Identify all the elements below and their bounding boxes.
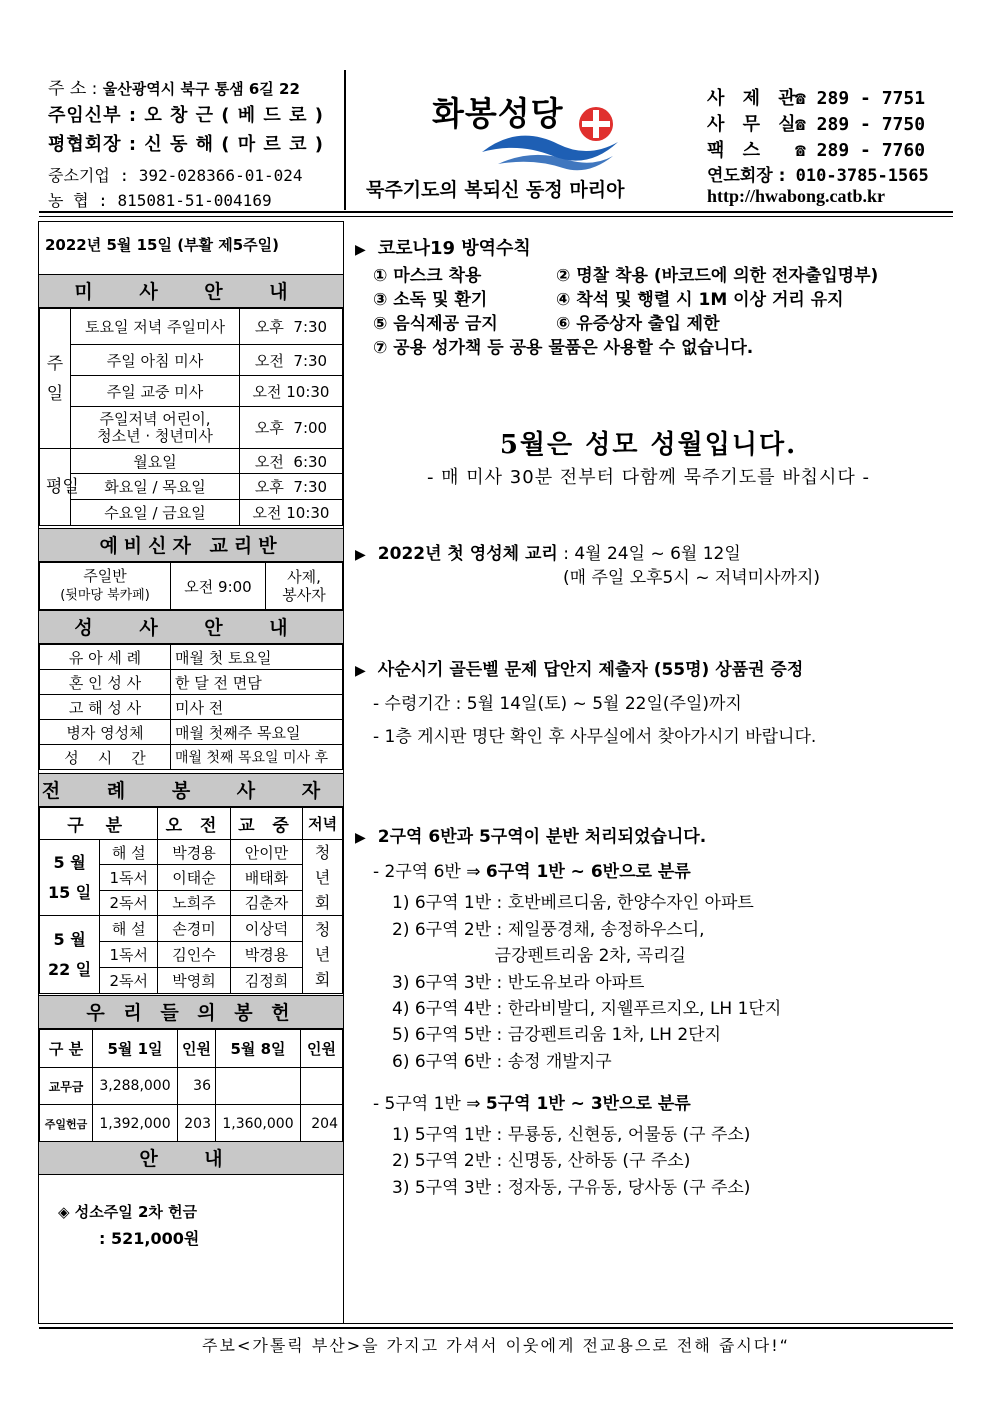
offering-count (300, 1068, 342, 1105)
covid-rule-row (373, 285, 844, 310)
liturgy-main: 김정희 (230, 968, 302, 994)
covid-rule: ③ 소독 및 환기 (373, 290, 488, 310)
liturgy-morning: 노희주 (158, 890, 230, 915)
may-subtitle: - 매 미사 30분 전부터 다함께 묵주기도를 바칩시다 - (426, 467, 871, 488)
catechumen-place: (뒷마당 북카페) (60, 588, 150, 603)
triangle-bullet-icon: ▶ (355, 547, 366, 563)
liturgy-date: 5 월 22 일 (40, 916, 100, 994)
split-b-item: 2) 5구역 2반 : 신명동, 산하동 (구 주소) (392, 1151, 691, 1171)
offering-table (39, 1029, 343, 1143)
covid-rule-7: ⑦ 공용 성가책 등 공용 물품은 사용할 수 없습니다. (373, 338, 754, 358)
footer-text: 주보<가톨릭 부산>을 가지고 가셔서 이웃에게 전교용으로 전해 줍시다!“ (202, 1336, 790, 1355)
triangle-bullet-icon: ▶ (355, 663, 366, 679)
address (48, 74, 300, 99)
sacrament-name: 고 해 성 사 (40, 695, 171, 720)
fax-number: ☎ 289 - 7760 (795, 140, 926, 161)
lent-title (355, 655, 803, 680)
sacrament-name: 유 아 세 례 (40, 645, 171, 670)
offering-amount (215, 1068, 300, 1105)
split-a-heading (373, 857, 691, 882)
lent-title-text: 사순시기 골든벨 문제 답안지 제출자 (55명) 상품권 증정 (377, 660, 804, 680)
offering-amount: 1,360,000 (215, 1105, 300, 1143)
mass-name: 토요일 저녁 주일미사 (71, 309, 240, 345)
bank1-label: 중소기업 : (48, 166, 130, 185)
catechumen-time: 오전 9:00 (171, 563, 266, 610)
offering-type: 주일헌금 (40, 1105, 93, 1143)
mass-guide-header: 미 사 안 내 (39, 274, 343, 308)
sacrament-when: 미사 전 (171, 695, 343, 720)
liturgy-header: 전 례 봉 사 자 (39, 773, 343, 807)
liturgy-morning: 박경용 (158, 840, 230, 865)
sacrament-name: 성 시 간 (40, 745, 171, 770)
split-a-item: 4) 6구역 4반 : 한라비발디, 지웰푸르지오, LH 1단지 (392, 999, 782, 1019)
mass-name: 수요일 / 금요일 (71, 500, 240, 526)
sacrament-when: 매월 첫째 목요일 미사 후 (171, 745, 343, 770)
liturgy-morning: 손경미 (158, 916, 230, 942)
covid-rule-row (373, 309, 720, 334)
mass-time: 오후 7:00 (240, 407, 343, 449)
covid-rule-row (373, 261, 878, 286)
sunday-label-text: 주일 (46, 353, 64, 404)
split-b-heading (373, 1089, 691, 1114)
sacrament-name: 혼 인 성 사 (40, 670, 171, 695)
mass-time: 오후 7:30 (240, 309, 343, 345)
mass-time: 오후 7:30 (240, 474, 343, 500)
mass-time: 오전 10:30 (240, 500, 343, 526)
split-a-item: 5) 6구역 5반 : 금강펜트리움 1차, LH 2단지 (392, 1025, 721, 1045)
covid-rule: ⑥ 유증상자 출입 제한 (556, 314, 720, 334)
office-number: ☎ 289 - 7750 (795, 114, 926, 135)
split-b-pre: - 5구역 1반 ⇒ (373, 1094, 486, 1114)
split-title-text: 2구역 6반과 5구역이 분반 처리되었습니다. (377, 827, 707, 847)
catechumen-class (40, 563, 171, 610)
council-president (48, 130, 324, 156)
offering-col-header: 인원 (300, 1030, 342, 1068)
liturgy-evening: 청 년 회 (303, 916, 343, 994)
catechumen-teacher: 사제, 봉사자 (266, 563, 343, 610)
notice-amount: : 521,000원 (99, 1229, 200, 1248)
bank2-label: 농 협 : (48, 191, 108, 210)
mass-schedule-table (39, 308, 343, 526)
split-a-item: 1) 6구역 1반 : 호반베르디움, 한양수자인 아파트 (392, 893, 754, 913)
offering-col-header: 5월 8일 (215, 1030, 300, 1068)
liturgy-main: 이상덕 (230, 916, 302, 942)
liturgy-table (39, 807, 343, 994)
liturgy-col-header: 교 중 (230, 808, 302, 840)
may-title: 5월은 성모 성월입니다. (499, 430, 798, 460)
liturgy-date: 5 월 15 일 (40, 840, 100, 916)
liturgy-morning: 박영희 (158, 968, 230, 994)
communion-title: 2022년 첫 영성체 교리 (377, 544, 558, 564)
liturgy-evening: 청 년 회 (303, 840, 343, 916)
split-a-item: 2) 6구역 2반 : 제일풍경채, 송정하우스디, (392, 920, 705, 940)
left-frame-top (38, 221, 344, 222)
catechumen-class-name: 주일반 (83, 567, 127, 585)
communion-line (355, 539, 741, 564)
offering-amount: 3,288,000 (93, 1068, 178, 1105)
sacrament-table (39, 644, 343, 770)
catechumen-table (39, 562, 343, 610)
liturgy-main: 김춘자 (230, 890, 302, 915)
liturgy-main: 배태화 (230, 865, 302, 890)
sacrament-when: 매월 첫째주 목요일 (171, 720, 343, 745)
column-divider (343, 221, 344, 1324)
mass-time: 오전 7:30 (240, 345, 343, 376)
liturgy-role: 2독서 (100, 968, 158, 994)
bulletin-date: 2022년 5월 15일 (부활 제5주일) (45, 236, 280, 254)
office-phone (707, 110, 925, 136)
split-a-pre: - 2구역 6반 ⇒ (373, 862, 486, 882)
sacrament-when: 매월 첫 토요일 (171, 645, 343, 670)
fax-phone (707, 136, 925, 162)
liturgy-role: 2독서 (100, 890, 158, 915)
bank2-value: 815081-51-004169 (117, 191, 272, 210)
covid-title-text: 코로나19 방역수칙 (377, 238, 531, 259)
catechumen-header: 예비신자 교리반 (39, 528, 343, 562)
mass-time: 오전 6:30 (240, 449, 343, 474)
church-logo-icon (478, 104, 628, 174)
sacrament-name: 병자 영성체 (40, 720, 171, 745)
bank1-value: 392-028366-01-024 (138, 166, 303, 185)
rectory-number: ☎ 289 - 7751 (795, 88, 926, 109)
mass-name: 월요일 (71, 449, 240, 474)
split-b-bold: 5구역 1반 ~ 3반으로 분류 (485, 1094, 691, 1114)
bank-account-2 (48, 188, 272, 211)
pastor-value: 오 창 근 ( 베 드 로 ) (144, 105, 324, 126)
sodality-label: 연도회장 : (707, 166, 786, 186)
sacrament-when: 한 달 전 면담 (171, 670, 343, 695)
mass-name: 화요일 / 목요일 (71, 474, 240, 500)
liturgy-morning: 이태순 (158, 865, 230, 890)
offering-header: 우 리 들 의 봉 헌 (39, 995, 343, 1029)
offering-col-header: 인원 (178, 1030, 216, 1068)
liturgy-role: 1독서 (100, 942, 158, 968)
website-link[interactable]: http://hwabong.catb.kr (707, 186, 886, 206)
office-label: 사 무 실 (707, 114, 802, 135)
covid-rule: ② 명찰 착용 (바코드에 의한 전자출입명부) (556, 266, 879, 286)
weekday-label (40, 449, 79, 526)
church-name: 화봉성당 (432, 94, 564, 133)
council-label: 평협회장 : (48, 134, 138, 155)
patron-saint: 묵주기도의 복되신 동정 마리아 (366, 179, 625, 201)
offering-count: 204 (300, 1105, 342, 1143)
split-title (355, 822, 706, 847)
footer-rule-1 (39, 1323, 953, 1324)
split-b-item: 3) 5구역 3반 : 정자동, 구유동, 당사동 (구 주소) (392, 1178, 751, 1198)
pastor (48, 101, 324, 127)
rectory-phone (707, 84, 925, 110)
weekday-label-text: 평일 (46, 477, 79, 497)
covid-title (355, 234, 531, 260)
lent-line: - 수령기간 : 5월 14일(토) ~ 5월 22일(주일)까지 (373, 694, 742, 714)
offering-amount: 1,392,000 (93, 1105, 178, 1143)
footer-rule-2 (39, 1327, 953, 1329)
mass-name: 주일 아침 미사 (71, 345, 240, 376)
sodality-phone (707, 161, 929, 186)
liturgy-col-header: 구 분 (40, 808, 158, 840)
communion-dates: : 4월 24일 ~ 6월 12일 (563, 544, 741, 564)
notice-item: ◈ 성소주일 2차 헌금 (58, 1203, 198, 1221)
liturgy-role: 해 설 (100, 916, 158, 942)
offering-count: 203 (178, 1105, 216, 1143)
covid-rule: ⑤ 음식제공 금지 (373, 314, 498, 334)
address-value: 울산광역시 북구 통샘 6길 22 (102, 80, 300, 98)
mass-name: 주일저녁 어린이, 청소년 · 청년미사 (71, 407, 240, 449)
liturgy-role: 해 설 (100, 840, 158, 865)
split-a-item: 3) 6구역 3반 : 반도유보라 아파트 (392, 973, 645, 993)
triangle-bullet-icon: ▶ (355, 830, 366, 846)
mass-time: 오전 10:30 (240, 376, 343, 407)
covid-rule: ① 마스크 착용 (373, 266, 482, 286)
split-a-bold: 6구역 1반 ~ 6반으로 분류 (485, 862, 691, 882)
pastor-label: 주임신부 : (48, 105, 138, 126)
sacrament-header: 성 사 안 내 (39, 610, 343, 644)
notice-header: 안 내 (39, 1141, 343, 1175)
mass-name: 주일 교중 미사 (71, 376, 240, 407)
split-b-item: 1) 5구역 1반 : 무룡동, 신현동, 어물동 (구 주소) (392, 1125, 751, 1145)
bank-account-1 (48, 163, 303, 186)
offering-col-header: 구 분 (40, 1030, 93, 1068)
offering-count: 36 (178, 1068, 216, 1105)
liturgy-main: 박경용 (230, 942, 302, 968)
address-label: 주 소 : (48, 79, 98, 99)
liturgy-col-header: 오 전 (158, 808, 230, 840)
liturgy-main: 안이만 (230, 840, 302, 865)
communion-time: (매 주일 오후5시 ~ 저녁미사까지) (563, 568, 821, 588)
triangle-bullet-icon: ▶ (355, 242, 366, 258)
liturgy-role: 1독서 (100, 865, 158, 890)
fax-label: 팩 스 (707, 140, 767, 161)
split-a-item: 6) 6구역 6반 : 송정 개발지구 (392, 1052, 612, 1072)
council-value: 신 동 해 ( 마 르 코 ) (144, 134, 324, 155)
liturgy-col-header: 저녁 (303, 808, 343, 840)
header-rule-2 (39, 216, 953, 217)
offering-type: 교무금 (40, 1068, 93, 1105)
sodality-number: 010-3785-1565 (795, 166, 929, 186)
liturgy-morning: 김인수 (158, 942, 230, 968)
header-divider (344, 70, 346, 210)
offering-col-header: 5월 1일 (93, 1030, 178, 1068)
header-rule-1 (39, 211, 953, 213)
rectory-label: 사 제 관 (707, 88, 802, 109)
covid-rule: ④ 착석 및 행렬 시 1M 이상 거리 유지 (556, 290, 844, 310)
lent-line: - 1층 게시판 명단 확인 후 사무실에서 찾아가시기 바랍니다. (373, 727, 817, 747)
sunday-label (40, 309, 71, 449)
split-a-item: 금강펜트리움 2차, 곡리길 (392, 946, 686, 966)
